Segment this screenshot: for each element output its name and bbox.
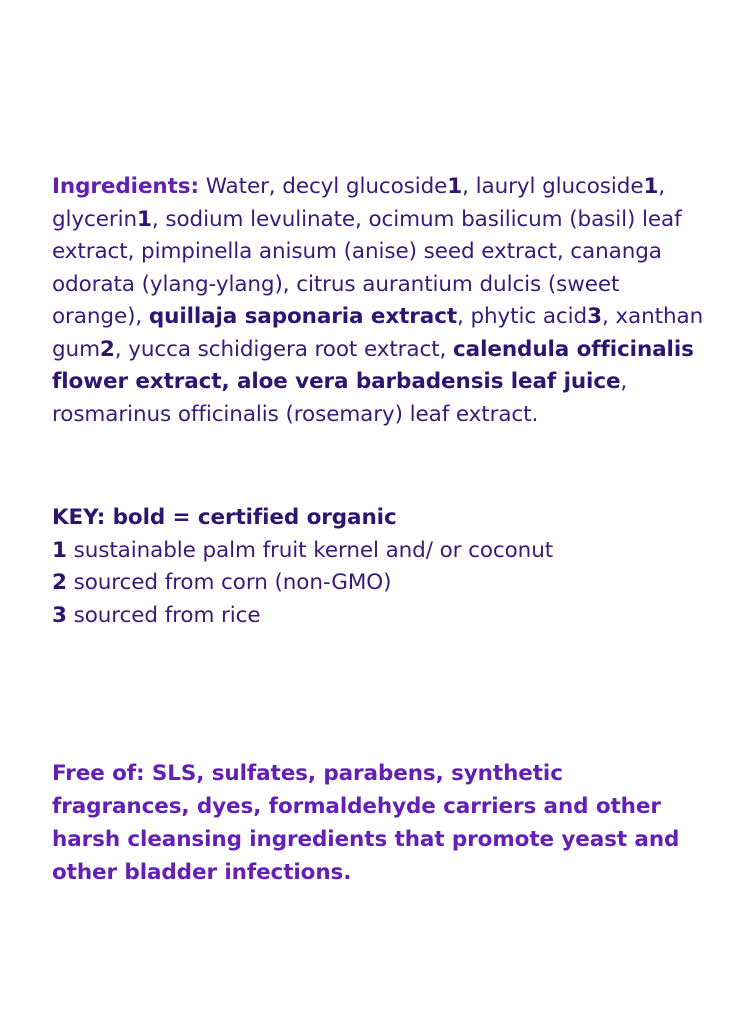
footnote-number: 3	[52, 602, 67, 628]
ingredients-text: , phytic acid	[457, 304, 588, 329]
key-line-text: sourced from rice	[66, 602, 261, 628]
ingredients-text: Water, decyl glucoside	[199, 174, 448, 199]
footnote-marker: 1	[447, 174, 463, 199]
organic-ingredient: calendula officinalis flower extract, aloe vera barbadensis leaf juice	[52, 336, 694, 394]
footnote-number: 1	[52, 537, 67, 563]
key-line-1	[52, 535, 553, 568]
key-line-text: sourced from corn (non-GMO)	[66, 570, 392, 595]
ingredients-text: , rosmarinus officinalis (rosemary) leaf extract.	[52, 369, 628, 427]
key-line-2	[52, 567, 553, 600]
ingredients-text: , lauryl glucoside	[462, 174, 644, 199]
free-of-statement: Free of: SLS, sulfates, parabens, synthetic fragrances, dyes, formaldehyde carriers and other harsh cleansing ingredients that promote yeast and other bladder infections.	[52, 761, 680, 885]
ingredients-paragraph	[52, 171, 712, 431]
ingredients-text: , sodium levulinate, ocimum basilicum (basil) leaf extract, pimpinella anisum (anise) seed extract, cananga odorata (ylang-ylang), citrus aurantium dulcis (sweet orange),	[52, 206, 682, 329]
footnote-marker: 1	[137, 206, 152, 232]
key-line-3	[52, 600, 553, 633]
key-legend	[52, 502, 553, 632]
ingredients-text: , xanthan gum	[52, 304, 704, 362]
ingredients-text: , yucca schidigera root extract,	[114, 336, 454, 362]
key-line-text: sustainable palm fruit kernel and/ or coconut	[66, 537, 554, 563]
footnote-marker: 3	[587, 304, 602, 329]
ingredients-text: , glycerin	[52, 174, 666, 232]
footnote-marker: 2	[99, 336, 115, 362]
footnote-number: 2	[52, 570, 67, 595]
organic-ingredient: quillaja saponaria extract	[148, 304, 458, 329]
footnote-marker: 1	[643, 174, 659, 199]
key-title: KEY: bold = certified organic	[52, 505, 397, 530]
ingredients-label: Ingredients:	[52, 174, 200, 199]
